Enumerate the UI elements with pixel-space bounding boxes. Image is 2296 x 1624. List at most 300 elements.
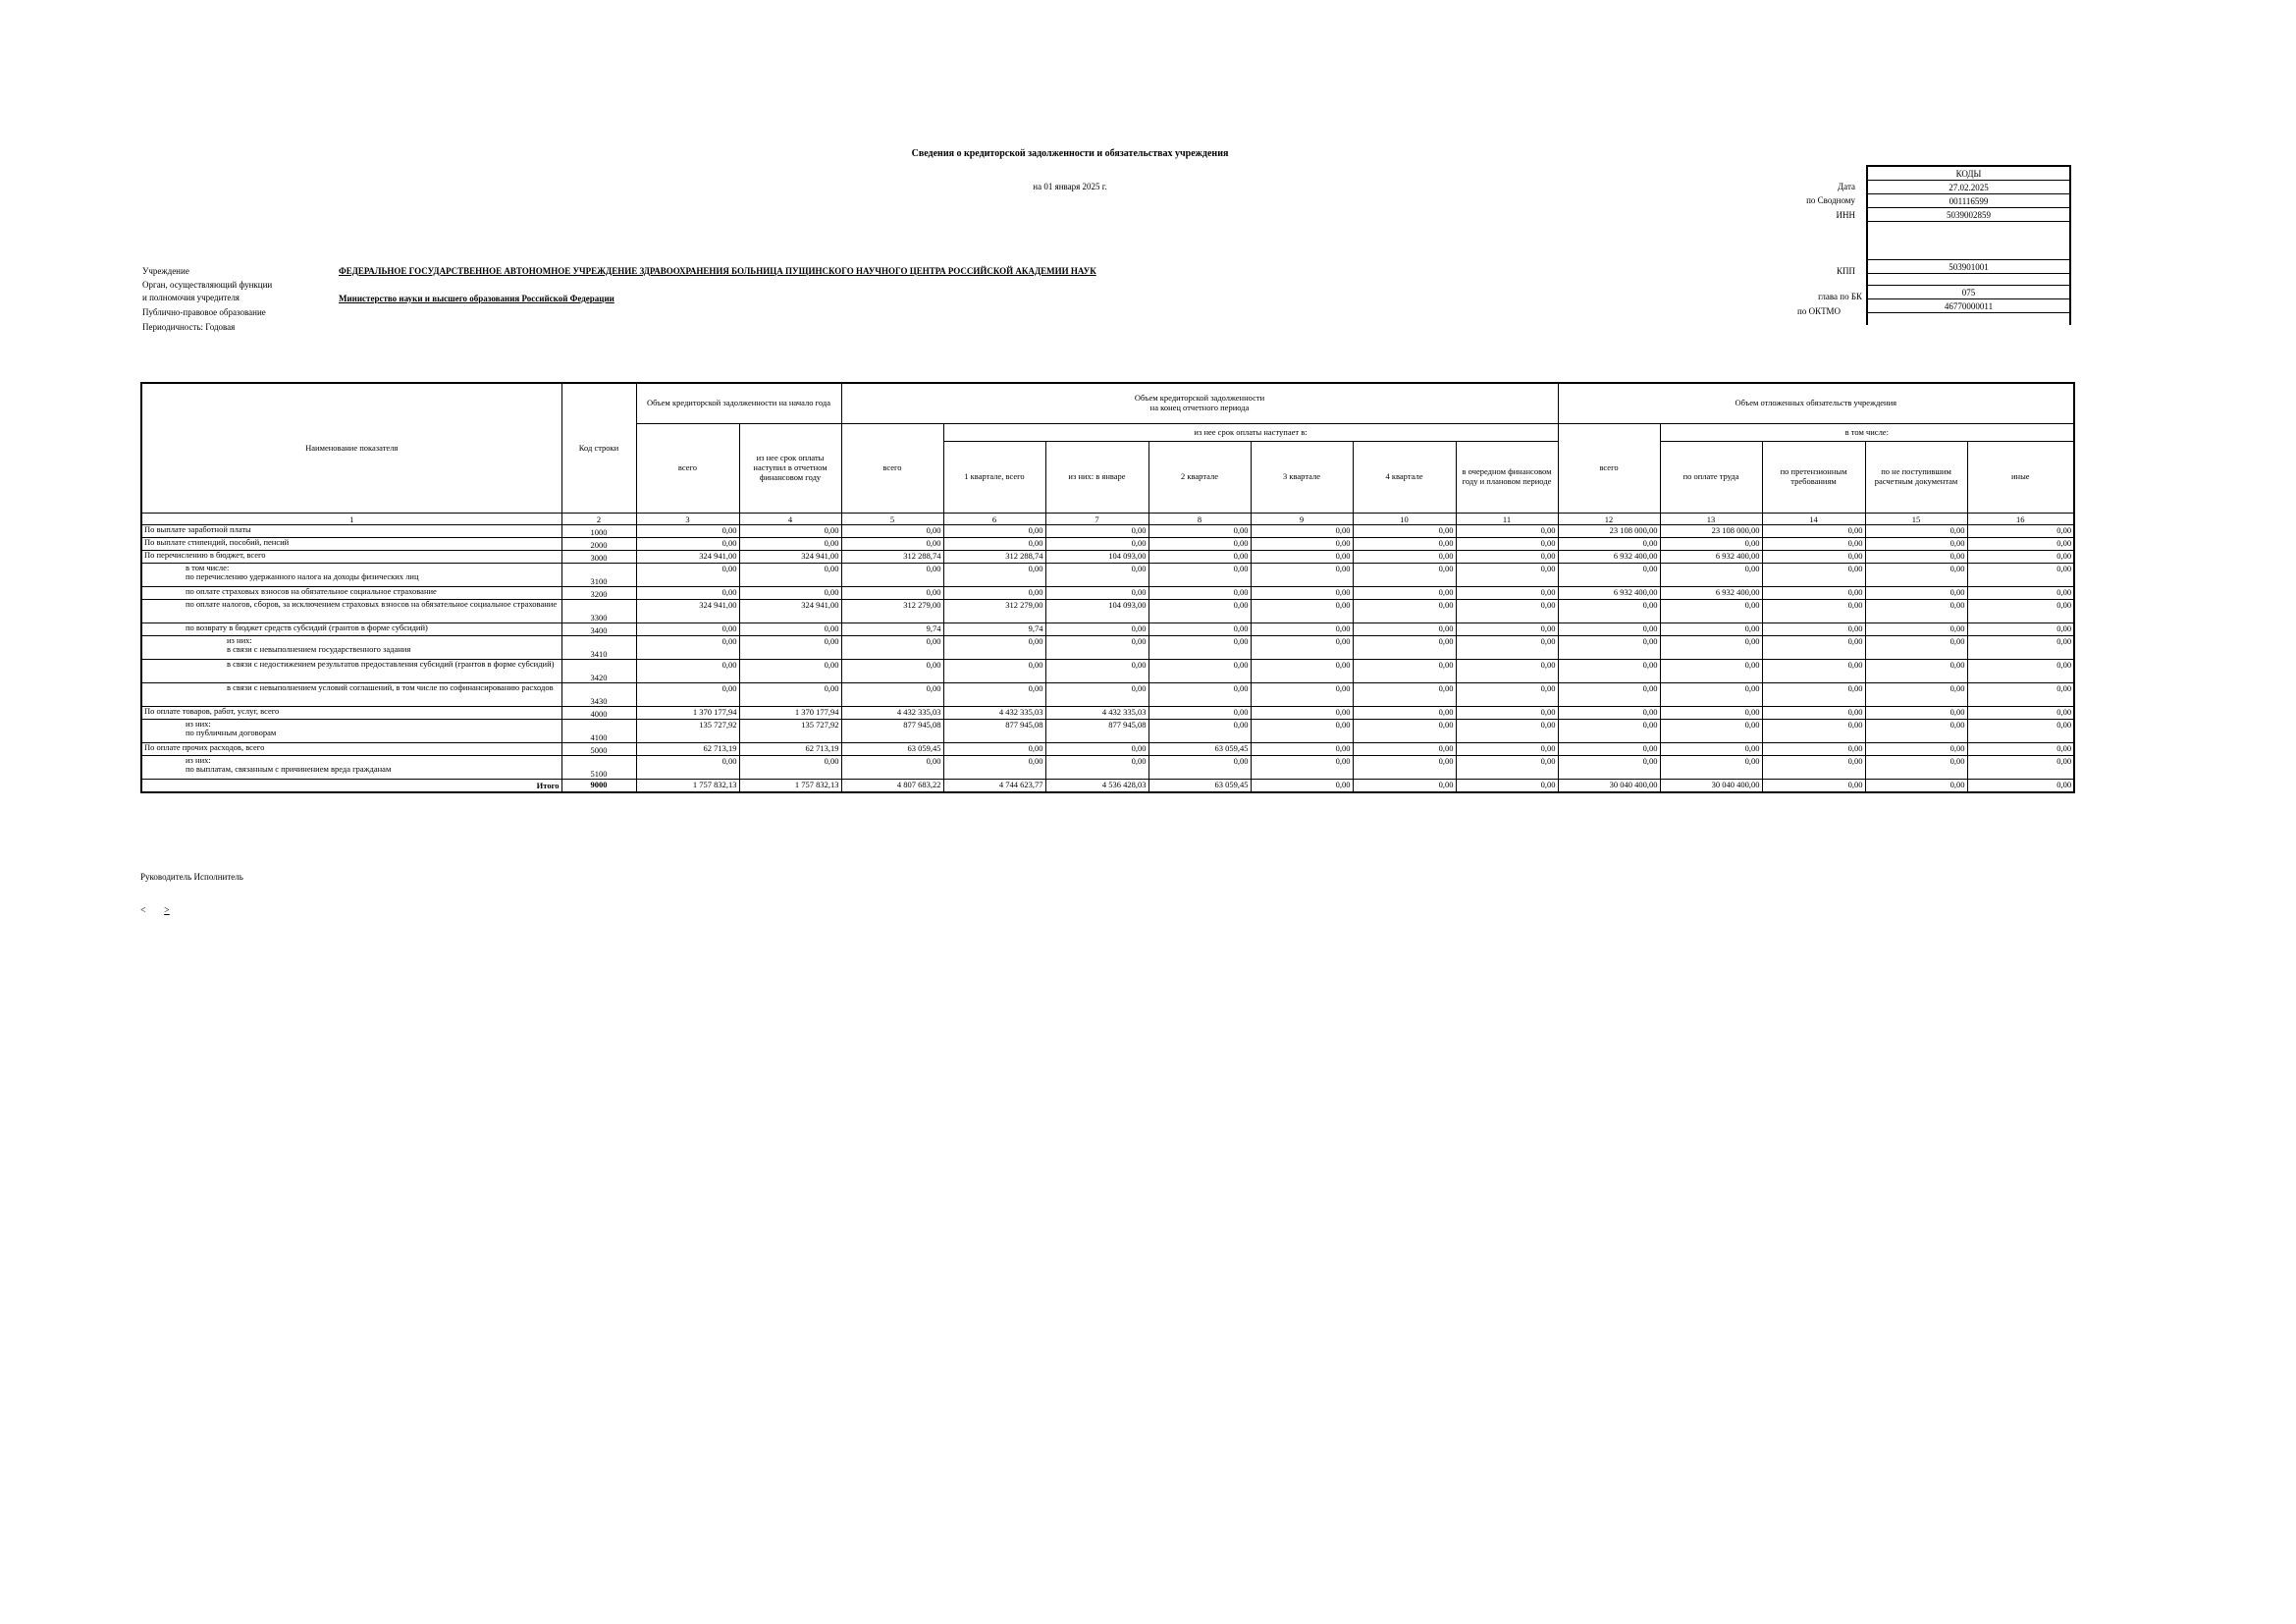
value-cell: 0,00 (1353, 720, 1456, 743)
value-cell: 0,00 (1148, 564, 1251, 587)
value-cell: 0,00 (1251, 538, 1353, 551)
value-cell: 0,00 (943, 587, 1045, 600)
value-cell: 0,00 (1660, 707, 1762, 720)
value-cell: 0,00 (1045, 660, 1148, 683)
value-cell: 0,00 (1045, 743, 1148, 756)
index-cell: 12 (1558, 514, 1660, 525)
periodicity: Периодичность: Годовая (142, 322, 236, 332)
value-cell: 0,00 (1045, 636, 1148, 660)
code-blank-2 (1867, 274, 2070, 286)
index-cell: 3 (636, 514, 739, 525)
value-cell: 104 093,00 (1045, 600, 1148, 623)
value-cell: 0,00 (1045, 538, 1148, 551)
value-cell: 0,00 (841, 683, 943, 707)
value-cell: 312 288,74 (841, 551, 943, 564)
value-cell: 0,00 (1865, 623, 1967, 636)
table-row (141, 564, 2074, 587)
row-code: 3300 (561, 600, 636, 623)
value-cell: 0,00 (1353, 525, 1456, 538)
value-cell: 0,00 (1967, 623, 2074, 636)
table-row (141, 707, 2074, 720)
value-cell: 0,00 (739, 587, 841, 600)
row-code: 5100 (561, 756, 636, 780)
value-cell: 0,00 (1865, 538, 1967, 551)
value-cell: 0,00 (943, 636, 1045, 660)
value-cell: 0,00 (1762, 720, 1865, 743)
value-cell: 0,00 (1762, 683, 1865, 707)
row-name (141, 551, 561, 564)
value-cell: 0,00 (1865, 564, 1967, 587)
value-cell: 1 370 177,94 (739, 707, 841, 720)
row-name (141, 756, 561, 780)
value-cell: 0,00 (841, 660, 943, 683)
col-code-header: Код строки (561, 383, 636, 514)
codes-box (1866, 165, 2071, 325)
value-cell: 0,00 (1353, 587, 1456, 600)
value-cell: 4 432 335,03 (943, 707, 1045, 720)
value-cell: 0,00 (1353, 707, 1456, 720)
value-cell: 0,00 (1456, 683, 1558, 707)
value-cell: 324 941,00 (739, 551, 841, 564)
col-12-header: всего (1558, 424, 1660, 514)
report-title: Сведения о кредиторской задолженности и обязательствах учреждения (911, 148, 1229, 159)
value-cell: 312 279,00 (943, 600, 1045, 623)
value-cell: 0,00 (1251, 660, 1353, 683)
value-cell: 0,00 (1456, 707, 1558, 720)
grp-begin-header: Объем кредиторской задолженности на начало года (636, 383, 841, 424)
next-page-button[interactable]: > (164, 905, 170, 916)
value-cell: 0,00 (1148, 551, 1251, 564)
code-blank (1867, 222, 2070, 260)
signatures: Руководитель Исполнитель (140, 872, 243, 882)
row-code: 5000 (561, 743, 636, 756)
value-cell: 0,00 (1456, 636, 1558, 660)
value-cell: 1 370 177,94 (636, 707, 739, 720)
value-cell: 0,00 (1558, 683, 1660, 707)
total-value-cell: 0,00 (1967, 780, 2074, 792)
value-cell: 0,00 (739, 538, 841, 551)
total-value-cell: 4 536 428,03 (1045, 780, 1148, 792)
page-nav (140, 905, 186, 916)
total-label: Итого (141, 780, 561, 792)
svod-label: по Сводному (1806, 195, 1855, 205)
row-name (141, 743, 561, 756)
value-cell: 312 288,74 (943, 551, 1045, 564)
value-cell: 0,00 (1967, 538, 2074, 551)
value-cell: 63 059,45 (1148, 743, 1251, 756)
value-cell: 0,00 (1148, 720, 1251, 743)
table-row (141, 587, 2074, 600)
value-cell: 0,00 (943, 525, 1045, 538)
total-value-cell: 1 757 832,13 (739, 780, 841, 792)
value-cell: 135 727,92 (739, 720, 841, 743)
value-cell: 0,00 (1660, 756, 1762, 780)
value-cell: 0,00 (841, 587, 943, 600)
total-value-cell: 30 040 400,00 (1660, 780, 1762, 792)
value-cell: 0,00 (1558, 720, 1660, 743)
value-cell: 0,00 (1762, 587, 1865, 600)
value-cell: 9,74 (943, 623, 1045, 636)
value-cell: 0,00 (1045, 587, 1148, 600)
value-cell: 0,00 (1660, 660, 1762, 683)
value-cell: 0,00 (1353, 683, 1456, 707)
table-row (141, 551, 2074, 564)
value-cell: 0,00 (1865, 660, 1967, 683)
organ-label-1: Орган, осуществляющий функции (142, 280, 273, 290)
value-cell: 0,00 (1558, 660, 1660, 683)
value-cell: 0,00 (1865, 636, 1967, 660)
value-cell: 0,00 (1967, 720, 2074, 743)
value-cell: 4 432 335,03 (1045, 707, 1148, 720)
value-cell: 0,00 (1456, 587, 1558, 600)
row-code: 3000 (561, 551, 636, 564)
value-cell: 0,00 (1353, 551, 1456, 564)
total-value-cell: 0,00 (1251, 780, 1353, 792)
value-cell: 0,00 (1865, 720, 1967, 743)
value-cell: 0,00 (1558, 538, 1660, 551)
value-cell: 0,00 (1148, 683, 1251, 707)
value-cell: 0,00 (1967, 636, 2074, 660)
row-name (141, 623, 561, 636)
value-cell: 0,00 (1148, 756, 1251, 780)
value-cell: 0,00 (1456, 720, 1558, 743)
code-svod: 001116599 (1867, 194, 2070, 208)
value-cell: 0,00 (1251, 600, 1353, 623)
value-cell: 0,00 (636, 538, 739, 551)
col-5-header: всего (841, 424, 943, 514)
col-16-header: иные (1967, 442, 2074, 514)
grp-obl-header: Объем отложенных обязательств учреждения (1558, 383, 2074, 424)
value-cell: 0,00 (739, 525, 841, 538)
kpp-label: КПП (1836, 266, 1855, 276)
value-cell: 0,00 (841, 525, 943, 538)
index-cell: 2 (561, 514, 636, 525)
value-cell: 0,00 (1045, 756, 1148, 780)
index-cell: 5 (841, 514, 943, 525)
row-name-text: По оплате товаров, работ, услуг, всего (144, 706, 280, 716)
table-row (141, 525, 2074, 538)
value-cell: 4 432 335,03 (841, 707, 943, 720)
row-name-text: в связи с невыполнением условий соглашений, в том числе по софинансированию расходов (227, 682, 554, 692)
value-cell: 0,00 (943, 683, 1045, 707)
value-cell: 0,00 (1456, 660, 1558, 683)
total-value-cell: 4 744 623,77 (943, 780, 1045, 792)
value-cell: 0,00 (1558, 636, 1660, 660)
row-name-text: По оплате прочих расходов, всего (144, 742, 265, 752)
value-cell: 62 713,19 (739, 743, 841, 756)
value-cell: 0,00 (1353, 756, 1456, 780)
value-cell: 0,00 (1762, 743, 1865, 756)
value-cell: 0,00 (1865, 587, 1967, 600)
value-cell: 0,00 (1762, 707, 1865, 720)
total-value-cell: 0,00 (1865, 780, 1967, 792)
value-cell: 312 279,00 (841, 600, 943, 623)
value-cell: 0,00 (1762, 525, 1865, 538)
value-cell: 0,00 (1865, 525, 1967, 538)
value-cell: 0,00 (841, 538, 943, 551)
value-cell: 0,00 (739, 756, 841, 780)
value-cell: 0,00 (943, 564, 1045, 587)
table-row (141, 600, 2074, 623)
report-date: на 01 января 2025 г. (1033, 182, 1107, 191)
row-code: 3430 (561, 683, 636, 707)
value-cell: 0,00 (1865, 600, 1967, 623)
value-cell: 0,00 (1865, 743, 1967, 756)
value-cell: 0,00 (1148, 600, 1251, 623)
codes-header: КОДЫ (1867, 166, 2070, 181)
value-cell: 0,00 (943, 538, 1045, 551)
total-value-cell: 0,00 (1353, 780, 1456, 792)
value-cell: 0,00 (1967, 525, 2074, 538)
row-code: 2000 (561, 538, 636, 551)
index-cell: 13 (1660, 514, 1762, 525)
value-cell: 0,00 (1558, 600, 1660, 623)
value-cell: 0,00 (1251, 636, 1353, 660)
value-cell: 0,00 (636, 756, 739, 780)
value-cell: 0,00 (1251, 707, 1353, 720)
index-cell: 1 (141, 514, 561, 525)
index-cell: 10 (1353, 514, 1456, 525)
value-cell: 9,74 (841, 623, 943, 636)
value-cell: 0,00 (1967, 683, 2074, 707)
index-row (141, 514, 2074, 525)
value-cell: 0,00 (1967, 564, 2074, 587)
value-cell: 104 093,00 (1045, 551, 1148, 564)
value-cell: 6 932 400,00 (1660, 587, 1762, 600)
index-cell: 14 (1762, 514, 1865, 525)
value-cell: 0,00 (636, 683, 739, 707)
public-label: Публично-правовое образование (142, 307, 266, 317)
value-cell: 0,00 (636, 587, 739, 600)
table-row (141, 538, 2074, 551)
value-cell: 0,00 (841, 756, 943, 780)
sub-due-header: из нее срок оплаты наступает в: (943, 424, 1558, 442)
table-row (141, 683, 2074, 707)
col-14-header: по претензионным требованиям (1762, 442, 1865, 514)
row-code: 4100 (561, 720, 636, 743)
value-cell: 0,00 (1353, 564, 1456, 587)
value-cell: 135 727,92 (636, 720, 739, 743)
total-value-cell: 30 040 400,00 (1558, 780, 1660, 792)
col-4-header: из нее срок оплаты наступил в отчетном финансовом году (739, 424, 841, 514)
oktmo-label: по ОКТМО (1797, 306, 1841, 316)
row-name (141, 660, 561, 683)
value-cell: 0,00 (1148, 525, 1251, 538)
value-cell: 0,00 (1660, 636, 1762, 660)
row-code: 1000 (561, 525, 636, 538)
value-cell: 0,00 (1456, 551, 1558, 564)
value-cell: 6 932 400,00 (1558, 587, 1660, 600)
value-cell: 0,00 (943, 743, 1045, 756)
value-cell: 0,00 (1660, 623, 1762, 636)
col-7-header: из них: в январе (1045, 442, 1148, 514)
index-cell: 6 (943, 514, 1045, 525)
row-name-text: по возврату в бюджет средств субсидий (грантов в форме субсидий) (186, 623, 428, 632)
value-cell: 0,00 (1967, 743, 2074, 756)
value-cell: 324 941,00 (636, 600, 739, 623)
value-cell: 877 945,08 (841, 720, 943, 743)
row-code: 3410 (561, 636, 636, 660)
code-glava: 075 (1867, 286, 2070, 299)
code-oktmo: 46770000011 (1867, 299, 2070, 313)
col-8-header: 2 квартале (1148, 442, 1251, 514)
value-cell: 0,00 (739, 564, 841, 587)
col-name-header: Наименование показателя (141, 383, 561, 514)
value-cell: 0,00 (1967, 587, 2074, 600)
value-cell: 0,00 (1045, 525, 1148, 538)
value-cell: 0,00 (1353, 743, 1456, 756)
value-cell: 0,00 (1558, 623, 1660, 636)
table-row (141, 756, 2074, 780)
value-cell: 23 108 000,00 (1558, 525, 1660, 538)
total-value-cell: 0,00 (1762, 780, 1865, 792)
value-cell: 0,00 (1865, 551, 1967, 564)
value-cell: 0,00 (636, 660, 739, 683)
value-cell: 0,00 (1762, 564, 1865, 587)
value-cell: 0,00 (1251, 743, 1353, 756)
value-cell: 0,00 (739, 683, 841, 707)
row-name (141, 538, 561, 551)
value-cell: 0,00 (1148, 587, 1251, 600)
col-6-header: 1 квартале, всего (943, 442, 1045, 514)
value-cell: 0,00 (1762, 551, 1865, 564)
value-cell: 0,00 (1762, 660, 1865, 683)
index-cell: 7 (1045, 514, 1148, 525)
value-cell: 0,00 (943, 756, 1045, 780)
value-cell: 877 945,08 (1045, 720, 1148, 743)
value-cell: 0,00 (841, 564, 943, 587)
table-row (141, 743, 2074, 756)
value-cell: 0,00 (1353, 660, 1456, 683)
debt-table (140, 382, 2075, 793)
row-code: 3100 (561, 564, 636, 587)
value-cell: 324 941,00 (636, 551, 739, 564)
value-cell: 0,00 (1456, 756, 1558, 780)
value-cell: 0,00 (1967, 707, 2074, 720)
value-cell: 0,00 (1251, 720, 1353, 743)
value-cell: 0,00 (1865, 707, 1967, 720)
value-cell: 0,00 (739, 623, 841, 636)
value-cell: 6 932 400,00 (1558, 551, 1660, 564)
row-code: 4000 (561, 707, 636, 720)
value-cell: 0,00 (1967, 600, 2074, 623)
value-cell: 6 932 400,00 (1660, 551, 1762, 564)
value-cell: 0,00 (1762, 538, 1865, 551)
value-cell: 0,00 (1353, 538, 1456, 551)
row-name-text: По выплате заработной платы (144, 524, 251, 534)
row-name (141, 720, 561, 743)
prev-page-button[interactable]: < (140, 905, 146, 916)
value-cell: 0,00 (1148, 660, 1251, 683)
value-cell: 63 059,45 (841, 743, 943, 756)
row-name-text: из них: в связи с невыполнением государственного задания (227, 635, 411, 655)
value-cell: 0,00 (1967, 660, 2074, 683)
code-blank-3 (1867, 313, 2070, 326)
col-9-header: 3 квартале (1251, 442, 1353, 514)
value-cell: 0,00 (1762, 623, 1865, 636)
value-cell: 0,00 (636, 564, 739, 587)
value-cell: 0,00 (1660, 600, 1762, 623)
col-11-header: в очередном финансовом году и плановом периоде (1456, 442, 1558, 514)
code-inn: 5039002859 (1867, 208, 2070, 222)
total-value-cell: 4 807 683,22 (841, 780, 943, 792)
table-row (141, 660, 2074, 683)
value-cell: 62 713,19 (636, 743, 739, 756)
value-cell: 0,00 (1045, 623, 1148, 636)
value-cell: 0,00 (1762, 636, 1865, 660)
organ-name: Министерство науки и высшего образования Российской Федерации (339, 294, 614, 303)
value-cell: 877 945,08 (943, 720, 1045, 743)
total-row (141, 780, 2074, 792)
value-cell: 0,00 (1251, 525, 1353, 538)
code-date: 27.02.2025 (1867, 181, 2070, 194)
sub-incl-header: в том числе: (1660, 424, 2074, 442)
value-cell: 0,00 (1251, 564, 1353, 587)
value-cell: 0,00 (1660, 720, 1762, 743)
col-3-header: всего (636, 424, 739, 514)
row-name (141, 707, 561, 720)
total-value-cell: 63 059,45 (1148, 780, 1251, 792)
value-cell: 0,00 (1967, 756, 2074, 780)
value-cell: 0,00 (1762, 600, 1865, 623)
value-cell: 0,00 (1045, 564, 1148, 587)
grp-end-header: Объем кредиторской задолженности на конец отчетного периода (841, 383, 1558, 424)
row-name-text: из них: по выплатам, связанным с причинением вреда гражданам (186, 755, 392, 775)
value-cell: 0,00 (943, 660, 1045, 683)
value-cell: 0,00 (1865, 683, 1967, 707)
row-name-text: По выплате стипендий, пособий, пенсий (144, 537, 290, 547)
row-name (141, 564, 561, 587)
value-cell: 0,00 (1456, 538, 1558, 551)
table-row (141, 636, 2074, 660)
row-name-text: По перечислению в бюджет, всего (144, 550, 266, 560)
value-cell: 0,00 (1558, 756, 1660, 780)
row-code: 3420 (561, 660, 636, 683)
institution-label: Учреждение (142, 266, 189, 276)
institution-name: ФЕДЕРАЛЬНОЕ ГОСУДАРСТВЕННОЕ АВТОНОМНОЕ УЧРЕЖДЕНИЕ ЗДРАВООХРАНЕНИЯ БОЛЬНИЦА ПУЩИНСКОГО НАУЧНОГО ЦЕНТРА РОССИЙСКОЙ АКАДЕМИИ НАУК (339, 266, 1096, 276)
value-cell: 0,00 (1456, 600, 1558, 623)
value-cell: 0,00 (1456, 623, 1558, 636)
total-value-cell: 1 757 832,13 (636, 780, 739, 792)
value-cell: 0,00 (1762, 756, 1865, 780)
value-cell: 0,00 (1660, 683, 1762, 707)
value-cell: 0,00 (1353, 600, 1456, 623)
index-cell: 11 (1456, 514, 1558, 525)
value-cell: 0,00 (739, 636, 841, 660)
value-cell: 0,00 (1558, 707, 1660, 720)
row-name (141, 683, 561, 707)
value-cell: 0,00 (1558, 564, 1660, 587)
table-row (141, 720, 2074, 743)
value-cell: 0,00 (1251, 623, 1353, 636)
row-name-text: в связи с недостижением результатов предоставления субсидий (грантов в форме субсидий) (227, 659, 555, 669)
col-15-header: по не поступившим расчетным документам (1865, 442, 1967, 514)
value-cell: 0,00 (1353, 623, 1456, 636)
value-cell: 0,00 (1660, 564, 1762, 587)
row-name-text: из них: по публичным договорам (186, 719, 277, 738)
value-cell: 0,00 (636, 636, 739, 660)
date-label: Дата (1838, 182, 1855, 191)
row-code: 3400 (561, 623, 636, 636)
value-cell: 324 941,00 (739, 600, 841, 623)
row-code: 3200 (561, 587, 636, 600)
value-cell: 0,00 (1660, 743, 1762, 756)
value-cell: 0,00 (1865, 756, 1967, 780)
table-row (141, 623, 2074, 636)
total-value-cell: 0,00 (1456, 780, 1558, 792)
value-cell: 0,00 (1251, 683, 1353, 707)
value-cell: 0,00 (1045, 683, 1148, 707)
